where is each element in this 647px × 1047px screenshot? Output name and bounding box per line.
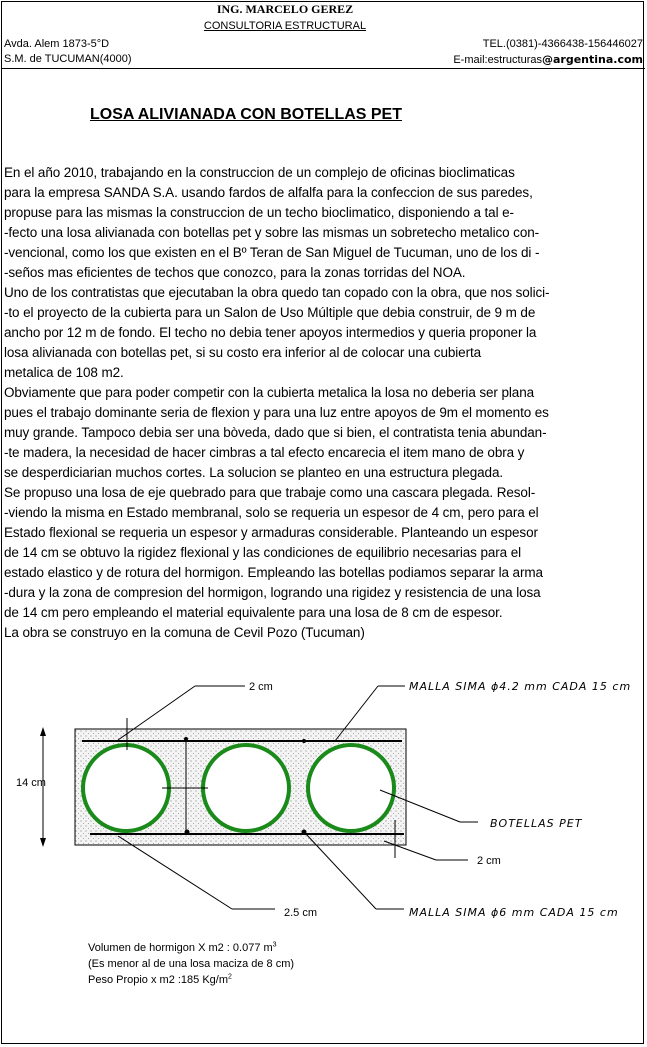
body-line: Uno de los contratistas que ejecutaban la obra quedo tan copado con la obra, que nos solici-	[4, 285, 550, 300]
concrete-volume-note	[88, 940, 294, 956]
body-line: se desperdiciarian muchos cortes. La solucion se planteo en una estructura plegada.	[4, 465, 504, 480]
body-line: -viendo la misma en Estado membranal, solo se requeria un espesor de 4 cm, pero para el	[4, 505, 539, 520]
bottom-bar-dot	[302, 830, 307, 835]
technical-notes	[88, 940, 294, 988]
height-label: 14 cm	[16, 777, 46, 789]
bottom-cover-label: 2 cm	[477, 855, 501, 867]
consultancy-subtitle: CONSULTORIA ESTRUCTURAL	[203, 20, 367, 32]
body-line: estado elastico y de rotura del hormigon. Empleando las botellas podiamos separar la arma	[4, 565, 543, 580]
header-divider	[2, 68, 645, 69]
body-line: muy grande. Tampoco debia ser una bòveda, dado que si bien, el contratista tenia abundan-	[4, 425, 547, 440]
document-title: LOSA ALIVIANADA CON BOTELLAS PET	[90, 106, 402, 123]
body-line: -dura y la zona de compresion del hormigon, logrando una rigidez y resistencia de una losa	[4, 585, 541, 600]
top-mesh-label: MALLA SIMA ϕ4.2 mm CADA 15 cm	[409, 680, 632, 693]
engineer-name: ING. MARCELO GEREZ	[216, 2, 354, 16]
email-prefix: E-mail:estructuras	[453, 54, 542, 66]
body-line: -vencional, como los que existen en el Bº Teran de San Miguel de Tucuman, uno de los di -	[4, 245, 540, 260]
body-line: de 14 cm pero empleando el material equivalente para una losa de 8 cm de espesor.	[4, 605, 503, 620]
body-line: -fecto una losa alivianada con botellas pet y sobre las mismas un sobretecho metalico con-	[4, 225, 540, 240]
body-line: En el año 2010, trabajando en la construccion de un complejo de oficinas bioclimaticas	[4, 165, 515, 180]
spacing-leader	[118, 836, 232, 909]
body-line: -seños mas eficientes de techos que conozco, para la zonas torridas del NOA.	[4, 265, 466, 280]
concrete-volume-text: Volumen de hormigon X m2 : 0.077 m	[88, 942, 273, 954]
bottom-cover-leader	[384, 841, 436, 860]
comparison-note: (Es menor al de una losa maciza de 8 cm)	[88, 958, 295, 970]
self-weight-note	[88, 972, 294, 988]
pet-bottle	[203, 745, 289, 831]
body-line: propuse para las mismas la construccion de un techo bioclimatico, disponiendo a tal e-	[4, 205, 514, 220]
bottom-mesh-label: MALLA SIMA ϕ6 mm CADA 15 cm	[409, 906, 619, 919]
body-line: de 14 cm se obtuvo la rigidez flexional y las condiciones de equilibrio necesarias para el	[4, 545, 522, 560]
weight-exponent: 2	[228, 973, 232, 981]
email-line	[453, 53, 643, 66]
body-line: Obviamente que para poder competir con la cubierta metalica la losa no deberia ser plana	[4, 385, 535, 400]
body-line: para la empresa SANDA S.A. usando fardos de alfalfa para la confeccion de sus paredes,	[4, 185, 533, 200]
self-weight-text: Peso Propio x m2 :185 Kg/m	[88, 974, 229, 986]
phone-line: TEL.(0381)-4366438-156446027	[482, 38, 643, 50]
body-line: -to el proyecto de la cubierta para un Salon de Uso Múltiple que debia construir, de 9 m de	[4, 305, 536, 320]
top-bar-dot	[302, 739, 306, 743]
address-line-1: Avda. Alem 1873-5°D	[4, 38, 110, 50]
body-paragraphs	[4, 163, 645, 643]
slab-section-diagram	[0, 660, 647, 930]
volume-exponent: 3	[272, 941, 277, 949]
body-line: losa alivianada con botellas pet, si su costo era inferior al de colocar una cubierta	[4, 345, 482, 360]
pet-bottle	[83, 745, 169, 831]
spacing-label: 2.5 cm	[284, 907, 318, 919]
body-line: ancho por 12 m de fondo. El techo no debia tener apoyos intermedios y queria proponer la	[4, 325, 537, 340]
body-line: metalica de 108 m2.	[4, 365, 124, 380]
body-line: La obra se construyo en la comuna de Cevil Pozo (Tucuman)	[4, 625, 365, 640]
body-line: -te madera, la necesidad de hacer cimbras a tal efecto encarecia el item mano de obra y	[4, 445, 525, 460]
body-line: Se propuso una losa de eje quebrado para que trabaje como una cascara plegada. Resol-	[4, 485, 536, 500]
bottom-bar-dot	[185, 830, 190, 835]
bottles-label: BOTELLAS PET	[490, 817, 583, 830]
arrow-up-icon	[40, 727, 46, 736]
email-domain: @argentina.com	[541, 53, 643, 66]
body-line: Estado flexional se requeria un espesor y armaduras considerable. Planteando un espesor	[4, 525, 538, 540]
arrow-down-icon	[40, 838, 46, 847]
body-line: pues el trabajo dominante seria de flexion y para una luz entre apoyos de 9m el momento es	[4, 405, 549, 420]
address-line-2: S.M. de TUCUMAN(4000)	[4, 53, 132, 65]
top-cover-label: 2 cm	[249, 681, 273, 693]
pet-bottle	[308, 745, 394, 831]
